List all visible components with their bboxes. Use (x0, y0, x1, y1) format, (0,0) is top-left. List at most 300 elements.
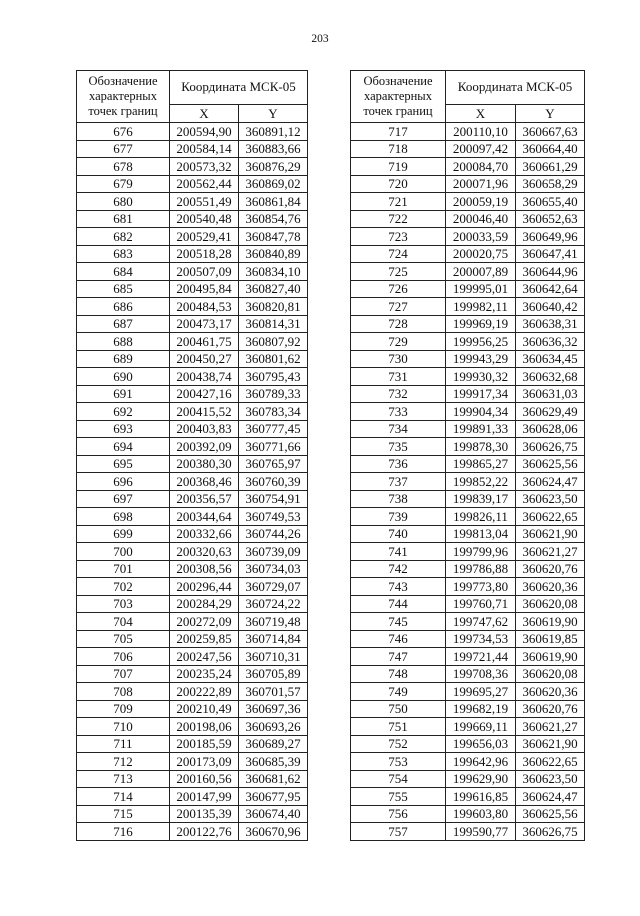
y-coordinate-cell: 360847,78 (239, 228, 308, 246)
y-coordinate-cell: 360620,36 (516, 683, 585, 701)
y-coordinate-cell: 360649,96 (516, 228, 585, 246)
point-id-cell: 732 (351, 385, 446, 403)
x-coordinate-cell: 200160,56 (170, 770, 239, 788)
y-coordinate-cell: 360667,63 (516, 123, 585, 141)
table-row (77, 525, 308, 543)
point-id-cell: 695 (77, 455, 170, 473)
x-coordinate-cell: 200594,90 (170, 123, 239, 141)
point-id-cell: 685 (77, 280, 170, 298)
y-coordinate-cell: 360701,57 (239, 683, 308, 701)
point-id-cell: 705 (77, 630, 170, 648)
point-id-cell: 714 (77, 788, 170, 806)
table-row (77, 333, 308, 351)
point-id-cell: 698 (77, 508, 170, 526)
y-coordinate-cell: 360854,76 (239, 210, 308, 228)
table-row (77, 648, 308, 666)
table-row (351, 420, 585, 438)
y-coordinate-cell: 360621,90 (516, 525, 585, 543)
y-coordinate-cell: 360620,36 (516, 578, 585, 596)
table-row (77, 158, 308, 176)
x-coordinate-cell: 200033,59 (446, 228, 516, 246)
point-id-cell: 703 (77, 595, 170, 613)
table-row (77, 700, 308, 718)
table-body-right (351, 123, 585, 841)
x-coordinate-cell: 199603,80 (446, 805, 516, 823)
y-coordinate-cell: 360719,48 (239, 613, 308, 631)
table-row (351, 630, 585, 648)
header-x-label: X (170, 105, 239, 123)
x-coordinate-cell: 199826,11 (446, 508, 516, 526)
y-coordinate-cell: 360628,06 (516, 420, 585, 438)
x-coordinate-cell: 199695,27 (446, 683, 516, 701)
y-coordinate-cell: 360765,97 (239, 455, 308, 473)
point-id-cell: 720 (351, 175, 446, 193)
point-id-cell: 726 (351, 280, 446, 298)
table-row (351, 193, 585, 211)
table-row (77, 823, 308, 841)
point-id-cell: 697 (77, 490, 170, 508)
table-row (77, 770, 308, 788)
table-row (351, 175, 585, 193)
x-coordinate-cell: 199943,29 (446, 350, 516, 368)
table-row (77, 735, 308, 753)
x-coordinate-cell: 199656,03 (446, 735, 516, 753)
table-row (351, 508, 585, 526)
y-coordinate-cell: 360620,76 (516, 700, 585, 718)
point-id-cell: 692 (77, 403, 170, 421)
y-coordinate-cell: 360619,90 (516, 613, 585, 631)
point-id-cell: 679 (77, 175, 170, 193)
x-coordinate-cell: 200368,46 (170, 473, 239, 491)
point-id-cell: 737 (351, 473, 446, 491)
y-coordinate-cell: 360652,63 (516, 210, 585, 228)
x-coordinate-cell: 200259,85 (170, 630, 239, 648)
table-row (351, 123, 585, 141)
x-coordinate-cell: 200071,96 (446, 175, 516, 193)
table-row (351, 735, 585, 753)
x-coordinate-cell: 200110,10 (446, 123, 516, 141)
point-id-cell: 748 (351, 665, 446, 683)
table-row (351, 245, 585, 263)
table-row (77, 420, 308, 438)
point-id-cell: 706 (77, 648, 170, 666)
point-id-cell: 684 (77, 263, 170, 281)
x-coordinate-cell: 200185,59 (170, 735, 239, 753)
table-row (77, 578, 308, 596)
point-id-cell: 682 (77, 228, 170, 246)
x-coordinate-cell: 200284,29 (170, 595, 239, 613)
point-id-cell: 715 (77, 805, 170, 823)
y-coordinate-cell: 360655,40 (516, 193, 585, 211)
table-row (351, 333, 585, 351)
y-coordinate-cell: 360623,50 (516, 770, 585, 788)
point-id-cell: 739 (351, 508, 446, 526)
point-id-cell: 718 (351, 140, 446, 158)
point-id-cell: 756 (351, 805, 446, 823)
x-coordinate-cell: 200235,24 (170, 665, 239, 683)
x-coordinate-cell: 200392,09 (170, 438, 239, 456)
x-coordinate-cell: 200247,56 (170, 648, 239, 666)
y-coordinate-cell: 360834,10 (239, 263, 308, 281)
point-id-cell: 687 (77, 315, 170, 333)
point-id-cell: 710 (77, 718, 170, 736)
y-coordinate-cell: 360685,39 (239, 753, 308, 771)
x-coordinate-cell: 199969,19 (446, 315, 516, 333)
x-coordinate-cell: 200573,32 (170, 158, 239, 176)
x-coordinate-cell: 200495,84 (170, 280, 239, 298)
x-coordinate-cell: 199721,44 (446, 648, 516, 666)
table-row (77, 455, 308, 473)
x-coordinate-cell: 200473,17 (170, 315, 239, 333)
y-coordinate-cell: 360861,84 (239, 193, 308, 211)
point-id-cell: 731 (351, 368, 446, 386)
point-id-cell: 696 (77, 473, 170, 491)
x-coordinate-cell: 199734,53 (446, 630, 516, 648)
table-row (77, 385, 308, 403)
x-coordinate-cell: 200173,09 (170, 753, 239, 771)
point-id-cell: 678 (77, 158, 170, 176)
x-coordinate-cell: 200147,99 (170, 788, 239, 806)
y-coordinate-cell: 360620,08 (516, 665, 585, 683)
table-row (351, 823, 585, 841)
point-id-cell: 749 (351, 683, 446, 701)
y-coordinate-cell: 360869,02 (239, 175, 308, 193)
x-coordinate-cell: 199773,80 (446, 578, 516, 596)
table-row (77, 473, 308, 491)
y-coordinate-cell: 360629,49 (516, 403, 585, 421)
point-id-cell: 747 (351, 648, 446, 666)
point-id-cell: 689 (77, 350, 170, 368)
point-id-cell: 700 (77, 543, 170, 561)
y-coordinate-cell: 360729,07 (239, 578, 308, 596)
table-row (351, 718, 585, 736)
coordinates-table-left (76, 70, 308, 841)
y-coordinate-cell: 360644,96 (516, 263, 585, 281)
point-id-cell: 722 (351, 210, 446, 228)
point-id-cell: 686 (77, 298, 170, 316)
table-row (77, 788, 308, 806)
x-coordinate-cell: 200356,57 (170, 490, 239, 508)
y-coordinate-cell: 360658,29 (516, 175, 585, 193)
table-row (77, 753, 308, 771)
x-coordinate-cell: 200540,48 (170, 210, 239, 228)
y-coordinate-cell: 360876,29 (239, 158, 308, 176)
x-coordinate-cell: 199629,90 (446, 770, 516, 788)
table-row (77, 210, 308, 228)
table-row (77, 438, 308, 456)
table-row (351, 438, 585, 456)
point-id-cell: 713 (77, 770, 170, 788)
y-coordinate-cell: 360636,32 (516, 333, 585, 351)
x-coordinate-cell: 200122,76 (170, 823, 239, 841)
y-coordinate-cell: 360891,12 (239, 123, 308, 141)
point-id-cell: 738 (351, 490, 446, 508)
table-row (351, 490, 585, 508)
x-coordinate-cell: 200320,63 (170, 543, 239, 561)
y-coordinate-cell: 360619,90 (516, 648, 585, 666)
table-row (351, 403, 585, 421)
y-coordinate-cell: 360626,75 (516, 823, 585, 841)
point-id-cell: 736 (351, 455, 446, 473)
y-coordinate-cell: 360621,27 (516, 718, 585, 736)
table-row (351, 700, 585, 718)
x-coordinate-cell: 200344,64 (170, 508, 239, 526)
y-coordinate-cell: 360693,26 (239, 718, 308, 736)
table-row (351, 613, 585, 631)
table-row (77, 613, 308, 631)
point-id-cell: 688 (77, 333, 170, 351)
y-coordinate-cell: 360789,33 (239, 385, 308, 403)
y-coordinate-cell: 360840,89 (239, 245, 308, 263)
x-coordinate-cell: 200296,44 (170, 578, 239, 596)
x-coordinate-cell: 199747,62 (446, 613, 516, 631)
point-id-cell: 712 (77, 753, 170, 771)
point-id-cell: 707 (77, 665, 170, 683)
point-id-cell: 727 (351, 298, 446, 316)
y-coordinate-cell: 360739,09 (239, 543, 308, 561)
table-row (351, 350, 585, 368)
table-row (351, 455, 585, 473)
table-row (77, 543, 308, 561)
table-row (351, 648, 585, 666)
table-row (351, 543, 585, 561)
table-row (351, 280, 585, 298)
x-coordinate-cell: 199930,32 (446, 368, 516, 386)
x-coordinate-cell: 200584,14 (170, 140, 239, 158)
header-coord-label: Координата МСК-05 (446, 71, 585, 105)
point-id-cell: 717 (351, 123, 446, 141)
x-coordinate-cell: 200084,70 (446, 158, 516, 176)
table-row (77, 175, 308, 193)
x-coordinate-cell: 199891,33 (446, 420, 516, 438)
table-row (351, 228, 585, 246)
y-coordinate-cell: 360622,65 (516, 753, 585, 771)
x-coordinate-cell: 200007,89 (446, 263, 516, 281)
point-id-cell: 690 (77, 368, 170, 386)
point-id-cell: 701 (77, 560, 170, 578)
table-row (77, 718, 308, 736)
point-id-cell: 733 (351, 403, 446, 421)
point-id-cell: 757 (351, 823, 446, 841)
y-coordinate-cell: 360623,50 (516, 490, 585, 508)
y-coordinate-cell: 360670,96 (239, 823, 308, 841)
x-coordinate-cell: 200198,06 (170, 718, 239, 736)
x-coordinate-cell: 199590,77 (446, 823, 516, 841)
y-coordinate-cell: 360744,26 (239, 525, 308, 543)
x-coordinate-cell: 199760,71 (446, 595, 516, 613)
point-id-cell: 743 (351, 578, 446, 596)
x-coordinate-cell: 200529,41 (170, 228, 239, 246)
y-coordinate-cell: 360777,45 (239, 420, 308, 438)
y-coordinate-cell: 360681,62 (239, 770, 308, 788)
point-id-cell: 734 (351, 420, 446, 438)
x-coordinate-cell: 200046,40 (446, 210, 516, 228)
header-coord-label: Координата МСК-05 (170, 71, 308, 105)
table-row (351, 788, 585, 806)
y-coordinate-cell: 360677,95 (239, 788, 308, 806)
y-coordinate-cell: 360647,41 (516, 245, 585, 263)
x-coordinate-cell: 200403,83 (170, 420, 239, 438)
x-coordinate-cell: 200551,49 (170, 193, 239, 211)
y-coordinate-cell: 360783,34 (239, 403, 308, 421)
y-coordinate-cell: 360661,29 (516, 158, 585, 176)
x-coordinate-cell: 199708,36 (446, 665, 516, 683)
table-row (351, 683, 585, 701)
x-coordinate-cell: 200438,74 (170, 368, 239, 386)
table-row (351, 595, 585, 613)
point-id-cell: 676 (77, 123, 170, 141)
y-coordinate-cell: 360625,56 (516, 455, 585, 473)
x-coordinate-cell: 200562,44 (170, 175, 239, 193)
x-coordinate-cell: 200450,27 (170, 350, 239, 368)
header-point-label: Обозначение характерных точек границ (351, 71, 446, 123)
page-number: 203 (311, 33, 329, 45)
table-row (351, 210, 585, 228)
y-coordinate-cell: 360705,89 (239, 665, 308, 683)
table-row (351, 770, 585, 788)
y-coordinate-cell: 360634,45 (516, 350, 585, 368)
point-id-cell: 744 (351, 595, 446, 613)
x-coordinate-cell: 199865,27 (446, 455, 516, 473)
x-coordinate-cell: 199917,34 (446, 385, 516, 403)
x-coordinate-cell: 199852,22 (446, 473, 516, 491)
point-id-cell: 708 (77, 683, 170, 701)
coordinates-table-right (350, 70, 585, 841)
x-coordinate-cell: 200135,39 (170, 805, 239, 823)
y-coordinate-cell: 360697,36 (239, 700, 308, 718)
table-row (351, 263, 585, 281)
x-coordinate-cell: 200518,28 (170, 245, 239, 263)
x-coordinate-cell: 200097,42 (446, 140, 516, 158)
table-row (351, 578, 585, 596)
table-row (351, 158, 585, 176)
table-row (351, 368, 585, 386)
point-id-cell: 752 (351, 735, 446, 753)
x-coordinate-cell: 199669,11 (446, 718, 516, 736)
point-id-cell: 711 (77, 735, 170, 753)
y-coordinate-cell: 360807,92 (239, 333, 308, 351)
point-id-cell: 742 (351, 560, 446, 578)
point-id-cell: 753 (351, 753, 446, 771)
point-id-cell: 729 (351, 333, 446, 351)
x-coordinate-cell: 199616,85 (446, 788, 516, 806)
point-id-cell: 681 (77, 210, 170, 228)
point-id-cell: 746 (351, 630, 446, 648)
table-row (77, 630, 308, 648)
table-row (351, 665, 585, 683)
point-id-cell: 716 (77, 823, 170, 841)
y-coordinate-cell: 360814,31 (239, 315, 308, 333)
point-id-cell: 745 (351, 613, 446, 631)
point-id-cell: 680 (77, 193, 170, 211)
table-row (351, 805, 585, 823)
table-row (77, 490, 308, 508)
header-x-label: X (446, 105, 516, 123)
y-coordinate-cell: 360674,40 (239, 805, 308, 823)
point-id-cell: 741 (351, 543, 446, 561)
x-coordinate-cell: 199813,04 (446, 525, 516, 543)
y-coordinate-cell: 360631,03 (516, 385, 585, 403)
x-coordinate-cell: 200272,09 (170, 613, 239, 631)
y-coordinate-cell: 360760,39 (239, 473, 308, 491)
y-coordinate-cell: 360642,64 (516, 280, 585, 298)
table-row (77, 193, 308, 211)
point-id-cell: 704 (77, 613, 170, 631)
y-coordinate-cell: 360621,90 (516, 735, 585, 753)
y-coordinate-cell: 360883,66 (239, 140, 308, 158)
x-coordinate-cell: 199799,96 (446, 543, 516, 561)
x-coordinate-cell: 200020,75 (446, 245, 516, 263)
x-coordinate-cell: 199956,25 (446, 333, 516, 351)
y-coordinate-cell: 360749,53 (239, 508, 308, 526)
table-row (351, 525, 585, 543)
x-coordinate-cell: 199682,19 (446, 700, 516, 718)
table-row (351, 315, 585, 333)
x-coordinate-cell: 199995,01 (446, 280, 516, 298)
header-y-label: Y (516, 105, 585, 123)
y-coordinate-cell: 360714,84 (239, 630, 308, 648)
table-row (77, 665, 308, 683)
table-row (77, 298, 308, 316)
y-coordinate-cell: 360820,81 (239, 298, 308, 316)
table-row (77, 403, 308, 421)
table-row (77, 123, 308, 141)
y-coordinate-cell: 360625,56 (516, 805, 585, 823)
x-coordinate-cell: 200415,52 (170, 403, 239, 421)
point-id-cell: 754 (351, 770, 446, 788)
table-row (77, 560, 308, 578)
point-id-cell: 725 (351, 263, 446, 281)
y-coordinate-cell: 360754,91 (239, 490, 308, 508)
point-id-cell: 750 (351, 700, 446, 718)
point-id-cell: 730 (351, 350, 446, 368)
table-row (77, 350, 308, 368)
point-id-cell: 728 (351, 315, 446, 333)
point-id-cell: 709 (77, 700, 170, 718)
point-id-cell: 740 (351, 525, 446, 543)
table-body-left (77, 123, 308, 841)
y-coordinate-cell: 360640,42 (516, 298, 585, 316)
y-coordinate-cell: 360734,03 (239, 560, 308, 578)
y-coordinate-cell: 360827,40 (239, 280, 308, 298)
y-coordinate-cell: 360632,68 (516, 368, 585, 386)
table-row (351, 140, 585, 158)
point-id-cell: 735 (351, 438, 446, 456)
point-id-cell: 683 (77, 245, 170, 263)
table-row (77, 263, 308, 281)
point-id-cell: 719 (351, 158, 446, 176)
y-coordinate-cell: 360621,27 (516, 543, 585, 561)
table-row (77, 228, 308, 246)
x-coordinate-cell: 199839,17 (446, 490, 516, 508)
y-coordinate-cell: 360622,65 (516, 508, 585, 526)
table-row (351, 298, 585, 316)
y-coordinate-cell: 360710,31 (239, 648, 308, 666)
x-coordinate-cell: 199982,11 (446, 298, 516, 316)
x-coordinate-cell: 199786,88 (446, 560, 516, 578)
y-coordinate-cell: 360620,08 (516, 595, 585, 613)
y-coordinate-cell: 360664,40 (516, 140, 585, 158)
x-coordinate-cell: 200427,16 (170, 385, 239, 403)
point-id-cell: 694 (77, 438, 170, 456)
x-coordinate-cell: 200332,66 (170, 525, 239, 543)
y-coordinate-cell: 360624,47 (516, 788, 585, 806)
point-id-cell: 751 (351, 718, 446, 736)
y-coordinate-cell: 360689,27 (239, 735, 308, 753)
y-coordinate-cell: 360771,66 (239, 438, 308, 456)
table-row (77, 595, 308, 613)
table-row (77, 140, 308, 158)
